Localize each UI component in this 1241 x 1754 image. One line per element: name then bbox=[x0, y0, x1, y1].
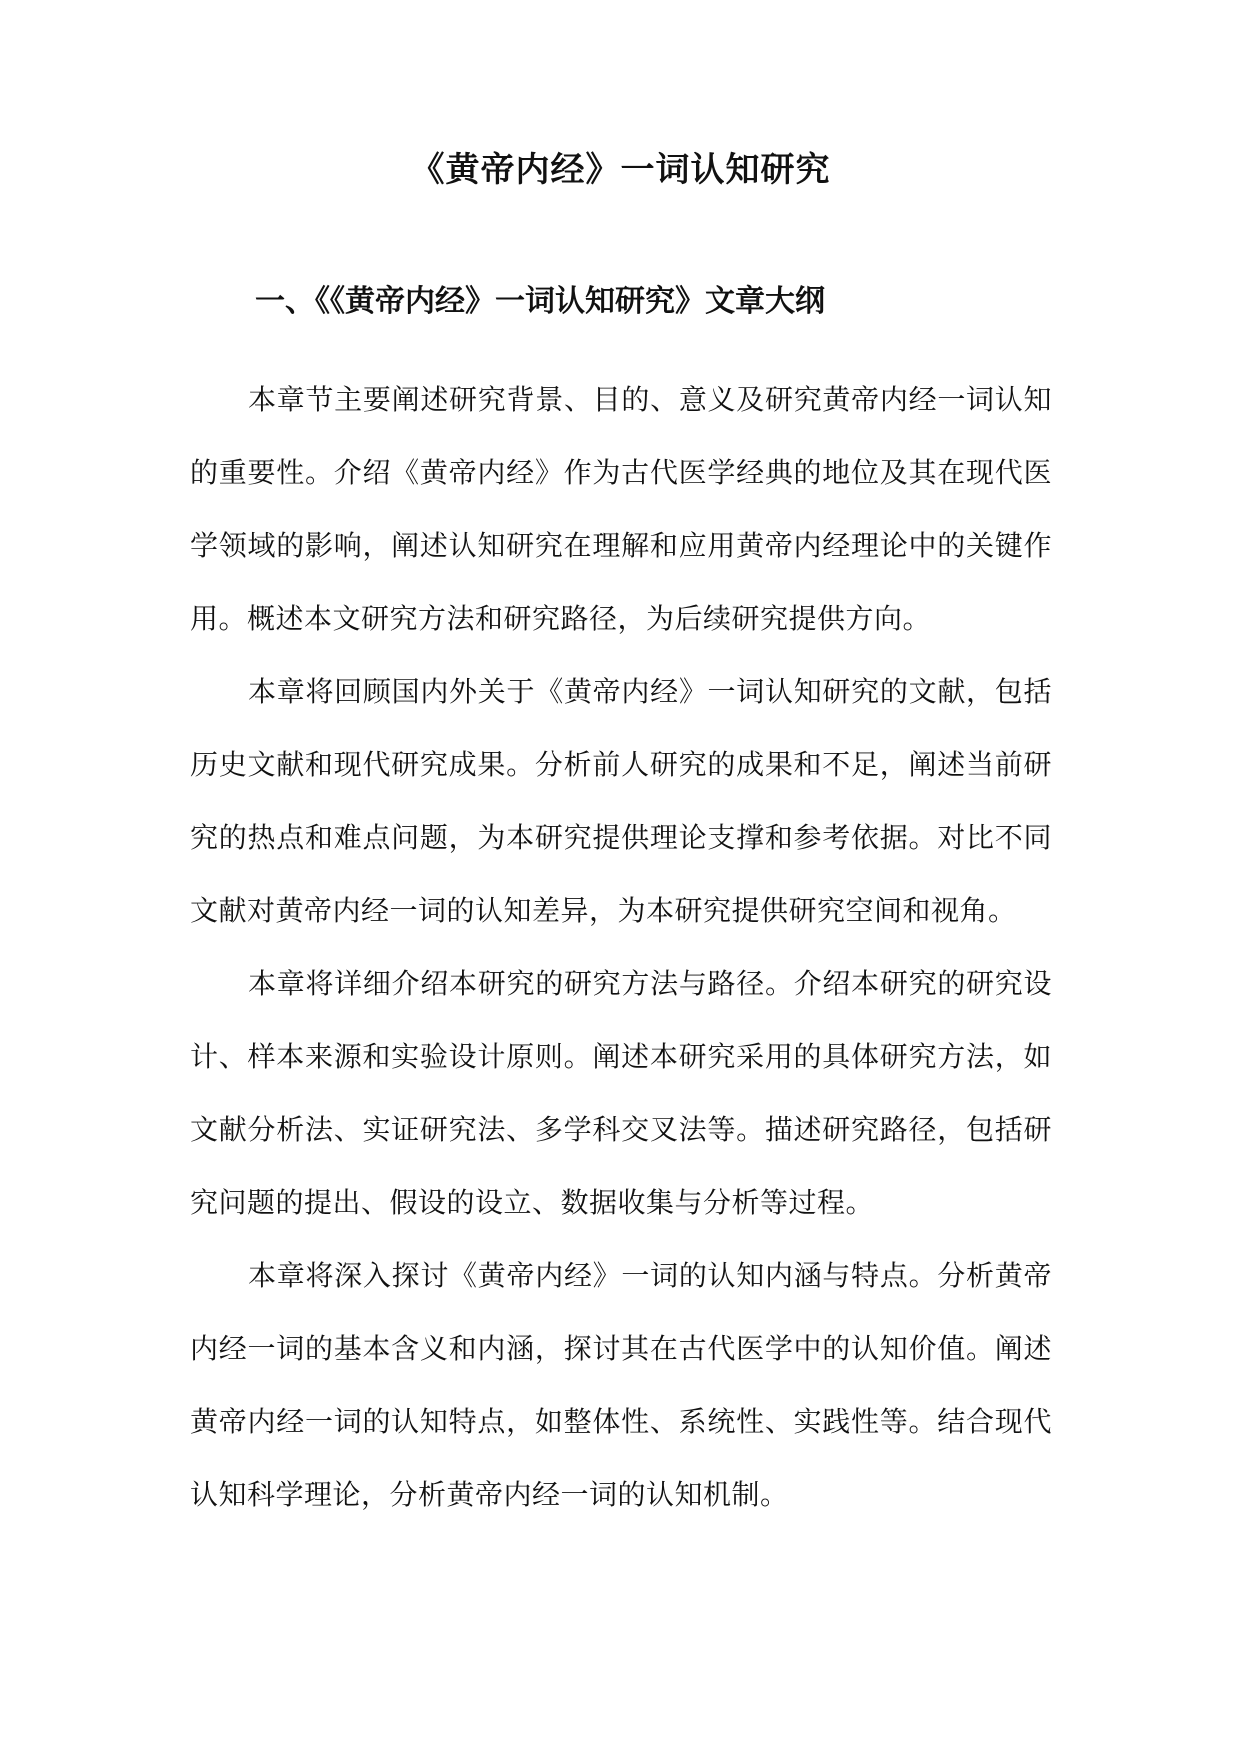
section-heading: 一、《《黄帝内经》一词认知研究》文章大纲 bbox=[255, 284, 825, 319]
paragraph-3: 本章将详细介绍本研究的研究方法与路径。介绍本研究的研究设计、样本来源和实验设计原则。阐述本研究采用的具体研究方法，如文献分析法、实证研究法、多学科交叉法等。描述研究路径，包括研究问题的提出、假设的设立、数据收集与分析等过程。 bbox=[190, 967, 1052, 1219]
body-text bbox=[190, 363, 1052, 1531]
paragraph-1: 本章节主要阐述研究背景、目的、意义及研究黄帝内经一词认知的重要性。介绍《黄帝内经》作为古代医学经典的地位及其在现代医学领域的影响，阐述认知研究在理解和应用黄帝内经理论中的关键作用。概述本文研究方法和研究路径，为后续研究提供方向。 bbox=[190, 383, 1052, 635]
paragraph-4: 本章将深入探讨《黄帝内经》一词的认知内涵与特点。分析黄帝内经一词的基本含义和内涵，探讨其在古代医学中的认知价值。阐述黄帝内经一词的认知特点，如整体性、系统性、实践性等。结合现代认知科学理论，分析黄帝内经一词的认知机制。 bbox=[190, 1259, 1052, 1511]
paragraph-2: 本章将回顾国内外关于《黄帝内经》一词认知研究的文献，包括历史文献和现代研究成果。分析前人研究的成果和不足，阐述当前研究的热点和难点问题，为本研究提供理论支撑和参考依据。对比不同文献对黄帝内经一词的认知差异，为本研究提供研究空间和视角。 bbox=[190, 675, 1052, 927]
document-title: 《黄帝内经》一词认知研究 bbox=[410, 150, 831, 190]
